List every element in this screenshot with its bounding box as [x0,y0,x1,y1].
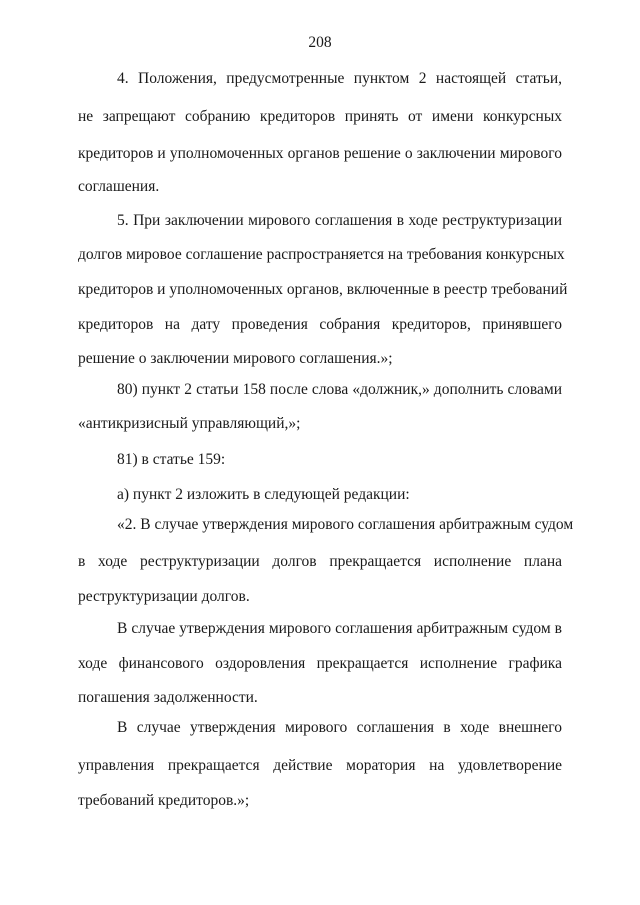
page-number: 208 [308,34,332,51]
text-line: не запрещают собранию кредиторов принять от имени конкурсных [78,108,562,125]
text-line: требований кредиторов.»; [78,792,250,809]
text-line: решение о заключении мирового соглашения.»; [78,350,393,367]
text-line: соглашения. [78,178,160,195]
text-line: В случае утверждения мирового соглашения арбитражным судом в [117,620,562,637]
text-line: 80) пункт 2 статьи 158 после слова «должник,» дополнить словами [117,381,562,398]
text-line: «2. В случае утверждения мирового соглашения арбитражным судом [117,516,574,533]
text-line: управления прекращается действие моратория на удовлетворение [78,757,562,774]
text-line: 81) в статье 159: [117,451,226,468]
text-line: долгов мировое соглашение распространяется на требования конкурсных [78,246,565,263]
text-line: а) пункт 2 изложить в следующей редакции: [117,486,410,503]
text-line: 4. Положения, предусмотренные пунктом 2 настоящей статьи, [117,70,562,87]
text-line: 5. При заключении мирового соглашения в ходе реструктуризации [117,212,562,229]
text-line: В случае утверждения мирового соглашения в ходе внешнего [117,719,562,736]
text-line: погашения задолженности. [78,689,258,706]
text-line: кредиторов и уполномоченных органов решение о заключении мирового [78,145,562,162]
text-line: в ходе реструктуризации долгов прекращается исполнение плана [78,553,562,570]
text-line: кредиторов на дату проведения собрания кредиторов, принявшего [78,316,562,333]
text-line: реструктуризации долгов. [78,588,250,605]
text-line: ходе финансового оздоровления прекращается исполнение графика [78,655,562,672]
text-line: «антикризисный управляющий,»; [78,415,301,432]
text-line: кредиторов и уполномоченных органов, включенные в реестр требований [78,281,568,298]
